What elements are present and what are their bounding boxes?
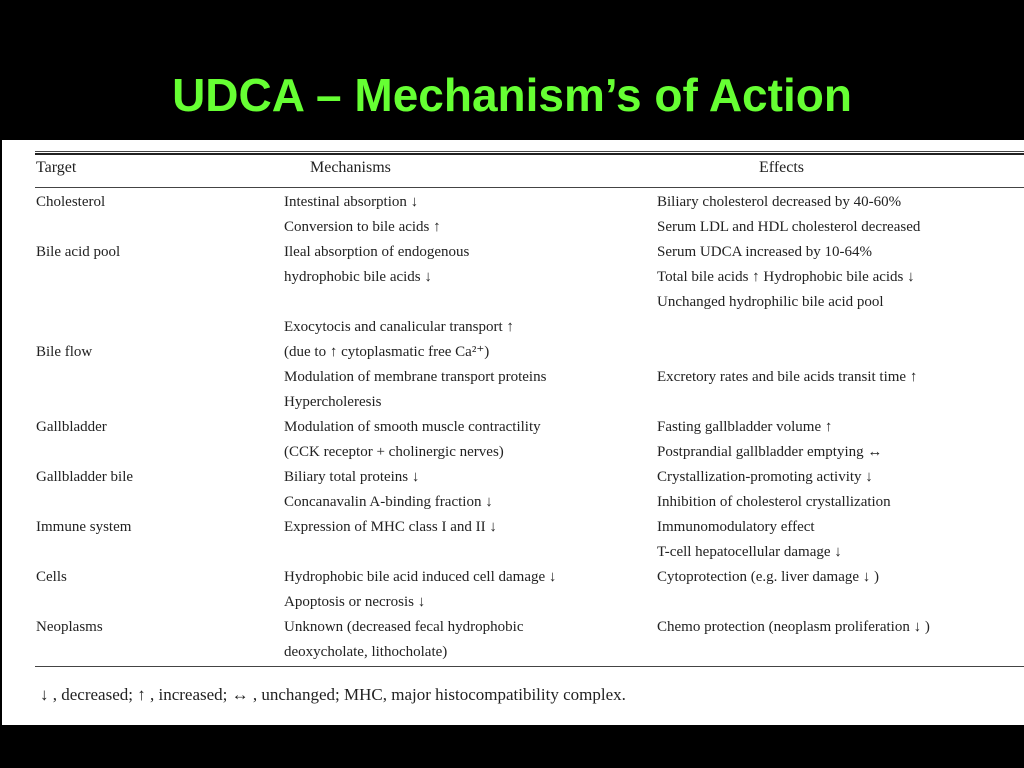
row-effect-cell: Postprandial gallbladder emptying ↔ xyxy=(657,444,883,460)
row-mechanism-cell: Modulation of membrane transport proteins xyxy=(284,369,547,385)
row-effect-cell: Cytoprotection (e.g. liver damage ↓ ) xyxy=(657,569,880,585)
table-bottom-rule xyxy=(35,666,1024,667)
row-effect-cell: T-cell hepatocellular damage ↓ xyxy=(657,544,842,560)
row-effect-cell: Crystallization-promoting activity ↓ xyxy=(657,469,873,485)
table-top-rule xyxy=(35,151,1024,152)
row-mechanism-cell: Concanavalin A-binding fraction ↓ xyxy=(284,494,493,510)
row-target-cell: Neoplasms xyxy=(36,619,103,635)
row-effect-cell: Serum UDCA increased by 10-64% xyxy=(657,244,872,260)
header-effects: Effects xyxy=(759,159,805,176)
table-footnote: ↓ , decreased; ↑ , increased; ↔ , unchanged; MHC, major histocompatibility complex. xyxy=(40,685,626,704)
row-mechanism-cell: (CCK receptor + cholinergic nerves) xyxy=(284,444,504,460)
row-mechanism-cell: Apoptosis or necrosis ↓ xyxy=(284,594,426,610)
row-effect-cell: Chemo protection (neoplasm proliferation ↓ ) xyxy=(657,619,930,635)
row-mechanism-cell: Conversion to bile acids ↑ xyxy=(284,219,441,235)
row-target-cell: Immune system xyxy=(36,519,132,535)
row-target-cell: Bile flow xyxy=(36,344,93,360)
row-effect-cell: Biliary cholesterol decreased by 40-60% xyxy=(657,194,902,210)
row-effect-cell: Serum LDL and HDL cholesterol decreased xyxy=(657,219,921,235)
row-mechanism-cell: Ileal absorption of endogenous xyxy=(284,244,470,260)
mechanism-table-panel xyxy=(2,140,1024,725)
header-mechanisms: Mechanisms xyxy=(310,159,391,176)
row-mechanism-cell: Biliary total proteins ↓ xyxy=(284,469,420,485)
table-top-rule-thick xyxy=(35,153,1024,155)
row-target-cell: Gallbladder bile xyxy=(36,469,134,485)
row-mechanism-cell: Exocytocis and canalicular transport ↑ xyxy=(284,319,514,335)
row-target-cell: Cells xyxy=(36,569,67,585)
row-target-cell: Bile acid pool xyxy=(36,244,121,260)
row-mechanism-cell: Intestinal absorption ↓ xyxy=(284,194,419,210)
row-mechanism-cell: (due to ↑ cytoplasmatic free Ca²⁺) xyxy=(284,344,490,360)
row-mechanism-cell: Hypercholeresis xyxy=(284,394,382,410)
header-rule xyxy=(35,187,1024,188)
row-effect-cell: Fasting gallbladder volume ↑ xyxy=(657,419,833,435)
row-effect-cell: Unchanged hydrophilic bile acid pool xyxy=(657,294,884,310)
row-target-cell: Cholesterol xyxy=(36,194,106,210)
row-effect-cell: Total bile acids ↑ Hydrophobic bile acids ↓ xyxy=(657,269,915,285)
row-mechanism-cell: deoxycholate, lithocholate) xyxy=(284,644,448,660)
slide-title: UDCA – Mechanism’s of Action xyxy=(172,69,852,121)
row-effect-cell: Inhibition of cholesterol crystallization xyxy=(657,494,891,510)
header-target: Target xyxy=(36,159,77,176)
row-mechanism-cell: hydrophobic bile acids ↓ xyxy=(284,269,432,285)
row-mechanism-cell: Modulation of smooth muscle contractility xyxy=(284,419,541,435)
row-target-cell: Gallbladder xyxy=(36,419,107,435)
row-effect-cell: Excretory rates and bile acids transit time ↑ xyxy=(657,369,918,385)
row-mechanism-cell: Expression of MHC class I and II ↓ xyxy=(284,519,497,535)
row-mechanism-cell: Hydrophobic bile acid induced cell damage ↓ xyxy=(284,569,557,585)
row-mechanism-cell: Unknown (decreased fecal hydrophobic xyxy=(284,619,524,635)
row-effect-cell: Immunomodulatory effect xyxy=(657,519,815,535)
